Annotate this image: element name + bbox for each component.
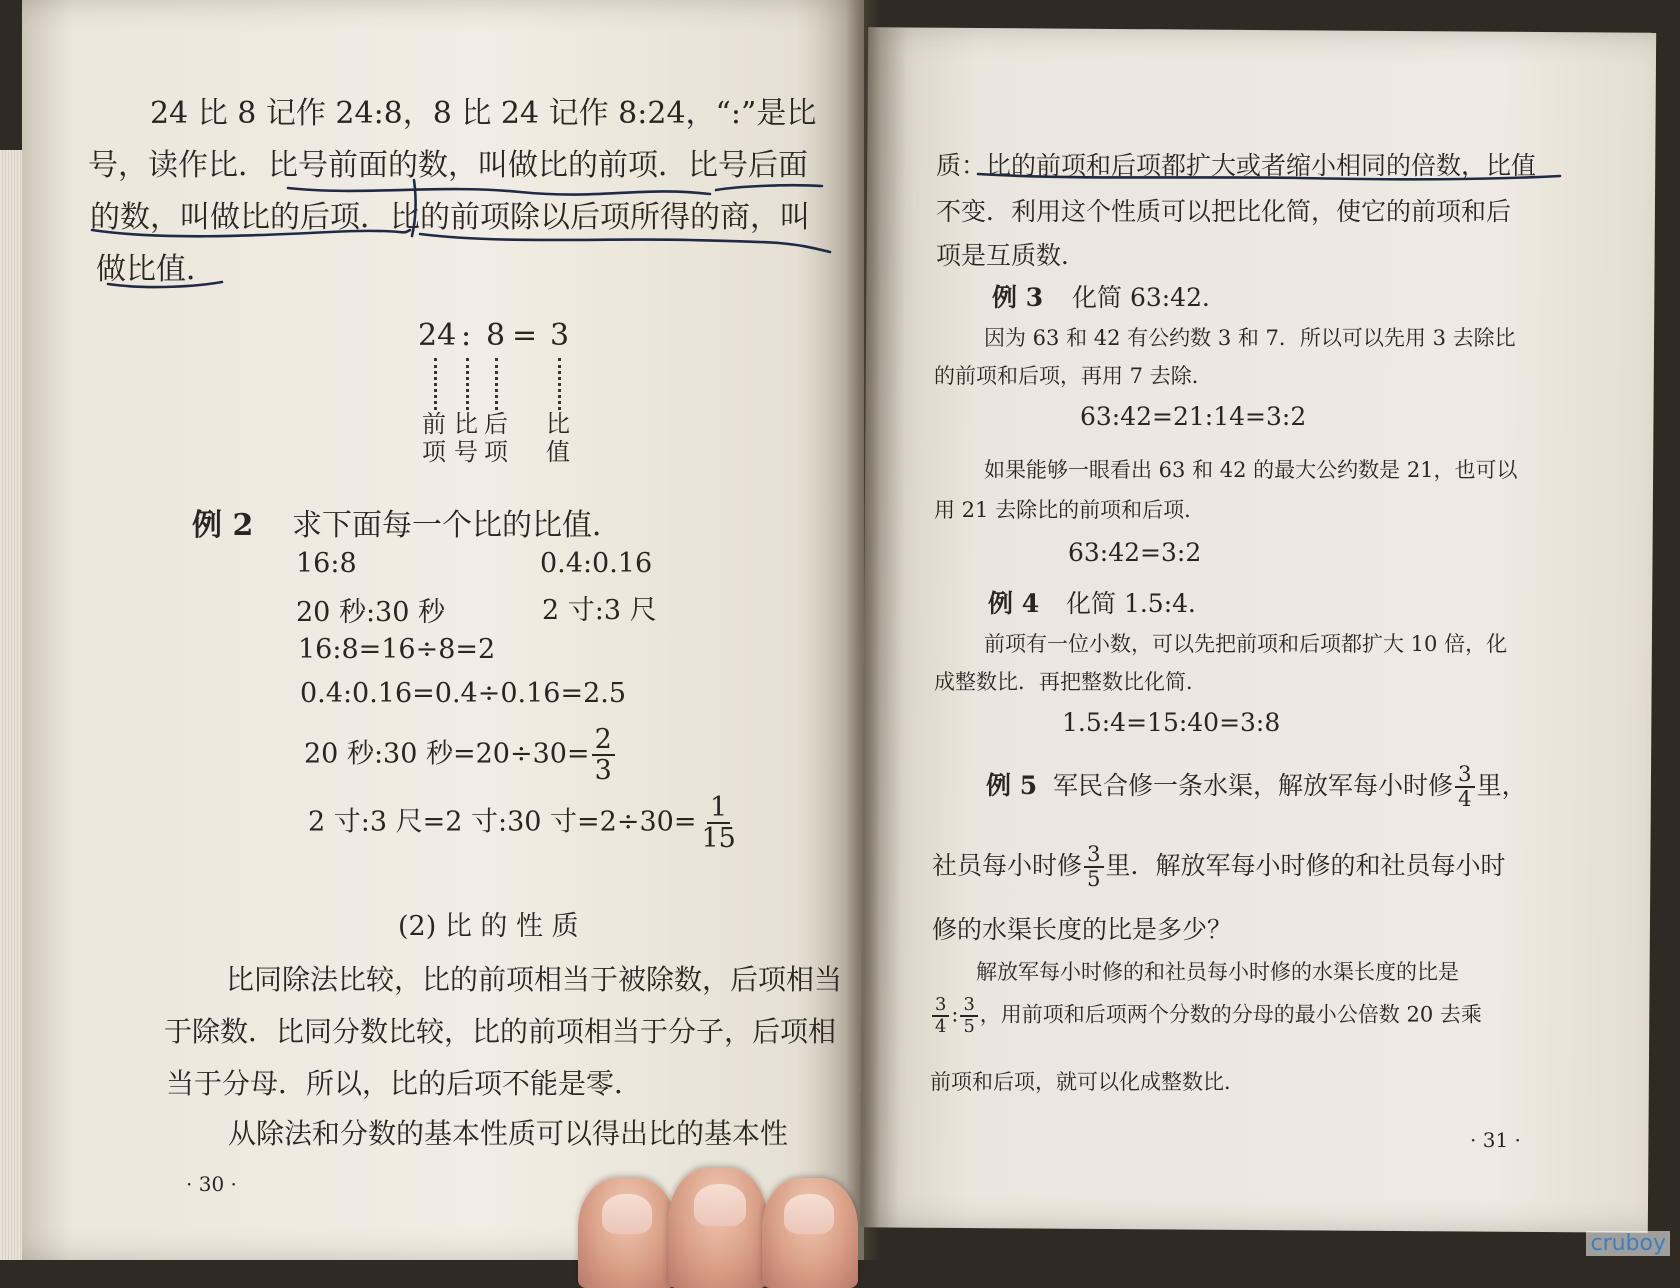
example4-text-1: 前项有一位小数，可以先把前项和后项都扩大 10 倍，化 — [984, 632, 1508, 656]
example3-text-1: 因为 63 和 42 有公约数 3 和 7．所以可以先用 3 去除比 — [984, 326, 1516, 350]
right-page-number: · 31 · — [1470, 1128, 1521, 1152]
diagram-colon: : — [461, 318, 472, 353]
diagram-term-a: 24 — [418, 318, 457, 353]
fingernail-2 — [694, 1184, 746, 1226]
example2-label: 例 2 — [192, 508, 254, 543]
example5-answer-1: 解放军每小时修的和社员每小时修的水渠长度的比是 — [976, 960, 1459, 984]
left-para2-line4: 从除法和分数的基本性质可以得出比的基本性 — [228, 1117, 789, 1150]
example3-prompt: 化简 63:42． — [1072, 283, 1227, 312]
watermark: cruboy — [1586, 1231, 1670, 1256]
left-para1-line2: 号，读作比．比号前面的数，叫做比的前项．比号后面 — [88, 148, 808, 183]
example5-answer-3: 前项和后项，就可以化成整数比． — [930, 1070, 1245, 1094]
left-para2-line1: 比同除法比较，比的前项相当于被除数，后项相当 — [226, 963, 843, 996]
diagram-equals: = — [512, 318, 538, 353]
example5-prompt: 例 5 军民合修一条水渠，解放军每小时修 $\frac{3}{4}$ 里， — [986, 762, 1527, 813]
example2-solution-3: 20 秒:30 秒=20÷30= $\frac{2}{3}$ — [304, 726, 617, 784]
left-para2-line3: 当于分母．所以，比的后项不能是零． — [166, 1067, 643, 1100]
example2-prompt: 求下面每一个比的比值． — [292, 508, 622, 543]
left-page-number: · 30 · — [186, 1172, 237, 1196]
diagram-result: 3 — [550, 318, 570, 353]
example4-label: 例 4 — [988, 589, 1040, 618]
example5-label: 例 5 — [986, 770, 1038, 800]
label-bihao: 比 号 — [454, 410, 478, 466]
section-title: (2) 比 的 性 质 — [398, 911, 579, 942]
example4-equation: 1.5:4=15:40=3:8 — [1062, 708, 1281, 737]
left-para2-line2: 于除数．比同分数比较，比的前项相当于分子，后项相 — [164, 1015, 837, 1048]
example3-text-3: 如果能够一眼看出 63 和 42 的最大公约数是 21，也可以 — [984, 458, 1518, 482]
example2-solution-2: 0.4:0.16=0.4÷0.16=2.5 — [300, 678, 627, 709]
example2-solution-1: 16:8=16÷8=2 — [298, 634, 496, 665]
example4-prompt: 化简 1.5:4． — [1066, 589, 1214, 618]
right-para1-line1: 质：比的前项和后项都扩大或者缩小相同的倍数，比值 — [936, 151, 1537, 180]
example3-equation-1: 63:42=21:14=3:2 — [1080, 402, 1307, 431]
example5-answer-2: $\frac{3}{4}$ : $\frac{3}{5}$ ，用前项和后项两个分数的分母的最小公倍数 20 去乘 — [930, 996, 1482, 1036]
fingernail-1 — [602, 1194, 652, 1234]
label-houxiang: 后 项 — [484, 410, 508, 466]
example2-item-a: 16:8 — [296, 548, 357, 579]
fingernail-3 — [784, 1194, 834, 1234]
left-para1-line4: 做比值． — [96, 252, 216, 287]
example2-solution-4: 2 寸:3 尺=2 寸:30 寸=2÷30= $\frac{1}{15}$ — [308, 792, 736, 854]
example2-item-b: 0.4:0.16 — [540, 548, 653, 579]
left-para1-line1: 24 比 8 记作 24:8，8 比 24 记作 8:24，“:”是比 — [150, 96, 817, 131]
label-qianxiang: 前 项 — [422, 410, 446, 466]
example5-line-3: 修的水渠长度的比是多少？ — [932, 915, 1233, 944]
right-para1-line3: 项是互质数． — [936, 241, 1087, 270]
diagram-term-b: 8 — [486, 318, 506, 353]
left-para1-line3: 的数，叫做比的后项．比的前项除以后项所得的商，叫 — [90, 200, 810, 235]
example4-text-2: 成整数比．再把整数比化简． — [934, 670, 1207, 694]
example3-text-4: 用 21 去除比的前项和后项． — [934, 498, 1206, 522]
right-para1-line2: 不变．利用这个性质可以把比化简，使它的前项和后 — [936, 197, 1512, 226]
example2-item-d: 2 寸:3 尺 — [542, 595, 657, 626]
example3-text-2: 的前项和后项，再用 7 去除． — [934, 364, 1213, 388]
example3-equation-2: 63:42=3:2 — [1068, 538, 1202, 567]
example5-line-2: 社员每小时修 $\frac{3}{5}$ 里．解放军每小时修的和社员每小时 — [932, 842, 1506, 893]
example3-label: 例 3 — [992, 283, 1044, 312]
label-bizhi: 比 值 — [546, 410, 570, 466]
example2-item-c: 20 秒:30 秒 — [296, 597, 445, 628]
